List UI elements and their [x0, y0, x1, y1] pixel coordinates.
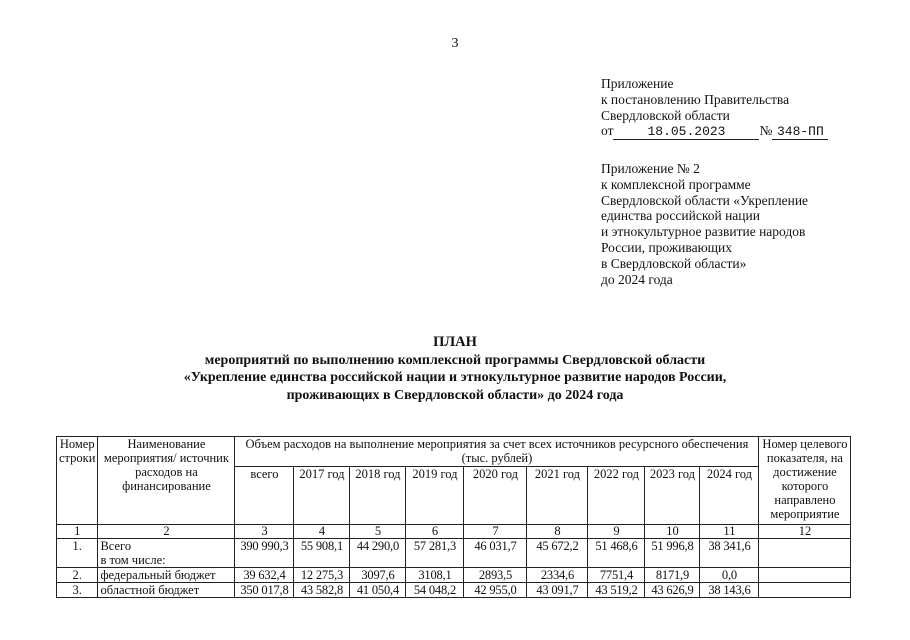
column-number: 8 — [527, 525, 588, 539]
table-row — [57, 568, 851, 583]
appendix-line: к постановлению Правительства — [601, 91, 790, 107]
value-2021: 43 091,7 — [527, 583, 588, 598]
row-name-main: Всего — [100, 539, 132, 553]
value-2023: 43 626,9 — [645, 583, 700, 598]
column-number: 9 — [588, 525, 645, 539]
appendix-line: единства российской нации — [601, 208, 760, 224]
appendix-line: Приложение № 2 — [601, 161, 700, 176]
target-indicator — [759, 583, 851, 598]
appendix-line: до 2024 года — [601, 271, 673, 287]
column-number: 7 — [464, 525, 527, 539]
value-2019: 54 048,2 — [406, 583, 464, 598]
header-year: 2023 год — [645, 467, 700, 525]
column-number: 3 — [235, 525, 294, 539]
title-line: «Укрепление единства российской нации и этнокультурное развитие народов России, — [183, 370, 727, 385]
value-total: 39 632,4 — [235, 568, 294, 583]
value-2024: 0,0 — [700, 568, 759, 583]
header-year: всего — [235, 467, 294, 525]
header-year: 2018 год — [350, 467, 406, 525]
value-2024: 38 143,6 — [700, 583, 759, 598]
column-number-row — [57, 525, 851, 539]
header-year: 2017 год — [294, 467, 350, 525]
value-2018: 3097,6 — [350, 568, 406, 583]
resolution-date-line — [601, 123, 891, 140]
appendix-title: Приложение — [601, 76, 674, 91]
value-2020: 46 031,7 — [464, 539, 527, 568]
header-target: Номер целевого показателя, на достижение которого направлено мероприятие — [759, 437, 851, 525]
value-2021: 2334,6 — [527, 568, 588, 583]
value-2019: 3108,1 — [406, 568, 464, 583]
value-total: 350 017,8 — [235, 583, 294, 598]
plan-table — [56, 436, 851, 598]
document-title — [100, 334, 810, 404]
resolution-number: 348-ПП — [772, 125, 828, 140]
header-year: 2021 год — [527, 467, 588, 525]
value-2017: 55 908,1 — [294, 539, 350, 568]
title-line: мероприятий по выполнению комплексной программы Свердловской области — [204, 352, 706, 368]
value-2021: 45 672,2 — [527, 539, 588, 568]
number-prefix: № — [759, 123, 773, 139]
column-number: 12 — [759, 525, 851, 539]
column-number: 11 — [700, 525, 759, 539]
table-row — [57, 583, 851, 598]
appendix-line: России, проживающих — [601, 239, 733, 255]
column-number: 5 — [350, 525, 406, 539]
row-name: областной бюджет — [98, 583, 235, 598]
header-year: 2024 год — [700, 467, 759, 525]
value-2018: 44 290,0 — [350, 539, 406, 568]
appendix-line: к комплексной программе — [601, 176, 751, 192]
appendix-line: и этнокультурное развитие народов — [601, 224, 806, 240]
header-row-number: Номер строки — [57, 437, 98, 525]
page-number: 3 — [451, 36, 459, 51]
column-number: 1 — [57, 525, 98, 539]
value-2023: 8171,9 — [645, 568, 700, 583]
appendix-program-block — [601, 161, 901, 287]
appendix-line: Свердловской области «Укрепление — [601, 192, 809, 208]
table-row — [57, 539, 851, 568]
header-year: 2020 год — [464, 467, 527, 525]
column-number: 4 — [294, 525, 350, 539]
column-number: 10 — [645, 525, 700, 539]
column-number: 2 — [98, 525, 235, 539]
title-heading: ПЛАН — [433, 334, 477, 350]
row-number: 1. — [57, 539, 98, 568]
row-number: 3. — [57, 583, 98, 598]
value-2023: 51 996,8 — [645, 539, 700, 568]
value-2024: 38 341,6 — [700, 539, 759, 568]
appendix-line: Свердловской области — [601, 107, 730, 123]
header-name: Наименование мероприятия/ источник расходов на финансирование — [98, 437, 235, 525]
header-volume: Объем расходов на выполнение мероприятия за счет всех источников ресурсного обеспечения (тыс. рублей) — [235, 437, 759, 467]
target-indicator — [759, 539, 851, 568]
value-total: 390 990,3 — [235, 539, 294, 568]
target-indicator — [759, 568, 851, 583]
appendix-resolution-block — [601, 76, 891, 140]
row-name — [98, 539, 235, 568]
date-prefix: от — [601, 123, 614, 139]
value-2017: 12 275,3 — [294, 568, 350, 583]
title-line: проживающих в Свердловской области» до 2024 года — [286, 387, 624, 403]
resolution-date: 18.05.2023 — [613, 125, 759, 140]
value-2020: 2893,5 — [464, 568, 527, 583]
header-year: 2019 год — [406, 467, 464, 525]
row-name: федеральный бюджет — [98, 568, 235, 583]
value-2022: 7751,4 — [588, 568, 645, 583]
value-2018: 41 050,4 — [350, 583, 406, 598]
value-2017: 43 582,8 — [294, 583, 350, 598]
value-2022: 51 468,6 — [588, 539, 645, 568]
value-2022: 43 519,2 — [588, 583, 645, 598]
row-name-sub: в том числе: — [100, 553, 166, 567]
value-2019: 57 281,3 — [406, 539, 464, 568]
row-number: 2. — [57, 568, 98, 583]
column-number: 6 — [406, 525, 464, 539]
appendix-line: в Свердловской области» — [601, 255, 747, 271]
header-year: 2022 год — [588, 467, 645, 525]
value-2020: 42 955,0 — [464, 583, 527, 598]
